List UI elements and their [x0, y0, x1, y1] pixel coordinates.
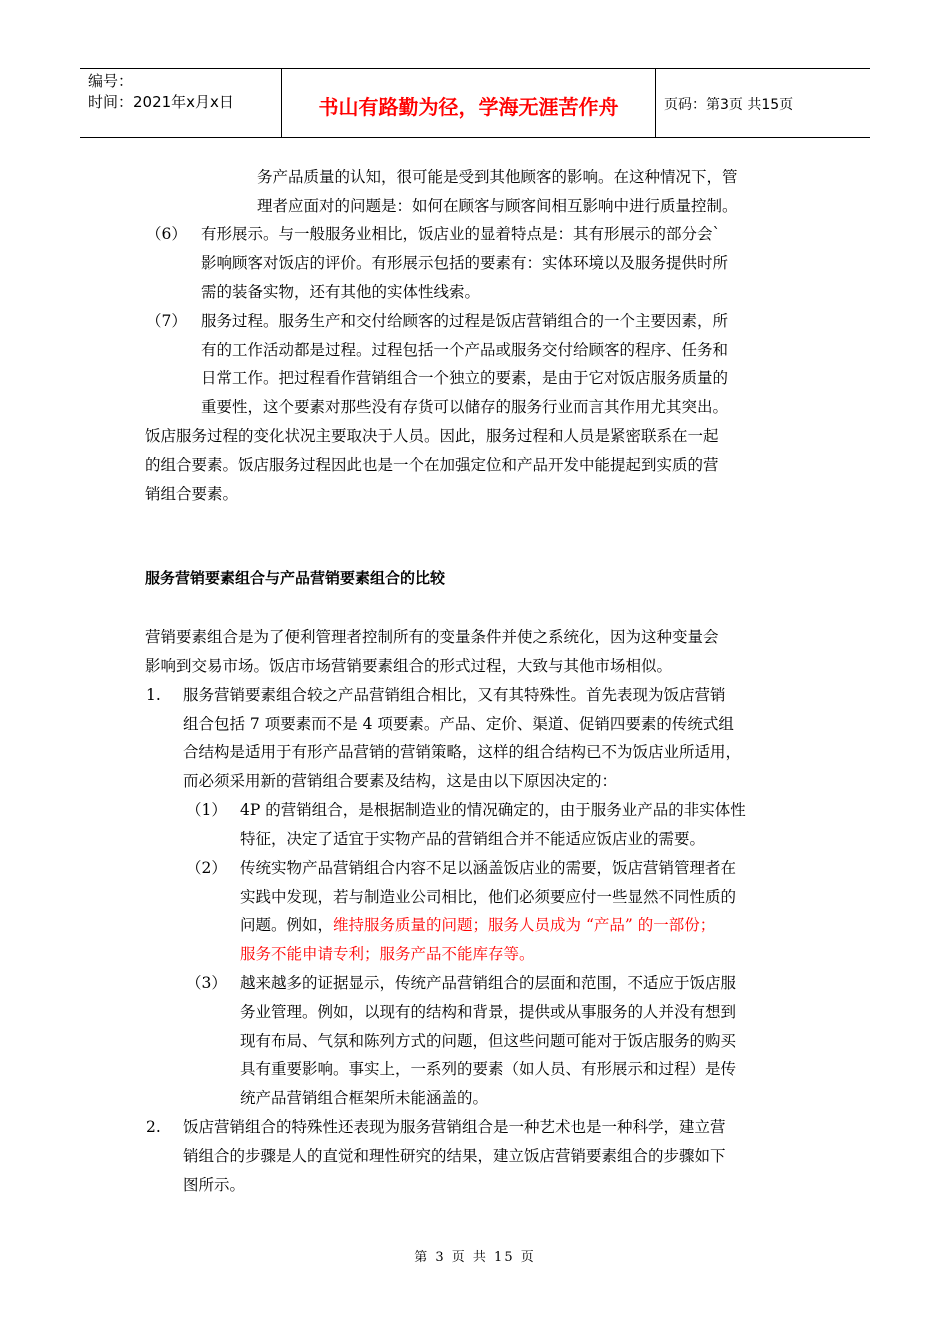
page-header [80, 68, 870, 138]
text-line: 4P 的营销组合，是根据制造业的情况确定的，由于服务业产品的非实体性 [240, 801, 746, 819]
text-line: 饭店营销组合的特殊性还表现为服务营销组合是一种艺术也是一种科学，建立营 [183, 1118, 726, 1136]
text-line: 的组合要素。饭店服务过程因此也是一个在加强定位和产品开发中能提起到实质的营 [145, 456, 719, 474]
text-line: 有的工作活动都是过程。过程包括一个产品或服务交付给顾客的程序、任务和 [201, 341, 729, 359]
text-line: 图所示。 [183, 1176, 246, 1194]
page-footer: 第 3 页 共 15 页 [414, 1250, 536, 1265]
highlighted-text: 维持服务质量的问题；服务人员成为 “产品” 的一部份； [333, 916, 716, 934]
text-line: 传统实物产品营销组合内容不足以涵盖饭店业的需要，饭店营销管理者在 [240, 859, 737, 877]
text-line: 需的装备实物，还有其他的实体性线索。 [201, 283, 481, 301]
text-line: 务产品质量的认知，很可能是受到其他顾客的影响。在这种情况下，管 [257, 168, 738, 186]
header-motto: 书山有路勤为径，学海无涯苦作舟 [282, 69, 656, 137]
text-line: 影响到交易市场。饭店市场营销要素组合的形式过程，大致与其他市场相似。 [145, 657, 673, 675]
text-line: 越来越多的证据显示，传统产品营销组合的层面和范围，不适应于饭店服 [240, 974, 737, 992]
list-number: 1. [146, 686, 161, 704]
highlighted-text: 服务不能申请专利；服务产品不能库存等。 [240, 945, 535, 963]
item-number: （6） [146, 225, 187, 243]
header-meta [80, 69, 282, 137]
text-line: 重要性，这个要素对那些没有存货可以储存的服务行业而言其作用尤其突出。 [201, 398, 729, 416]
section-heading: 服务营销要素组合与产品营销要素组合的比较 [145, 569, 446, 587]
item-number: （3） [186, 974, 227, 992]
text-line: 统产品营销组合框架所未能涵盖的。 [240, 1089, 489, 1107]
text-line: 实践中发现，若与制造业公司相比，他们必须要应付一些显然不同性质的 [240, 888, 737, 906]
text-line: 影响顾客对饭店的评价。有形展示包括的要素有：实体环境以及服务提供时所 [201, 254, 729, 272]
text-line: 现有布局、气氛和陈列方式的问题，但这些问题可能对于饭店服务的购买 [240, 1032, 737, 1050]
text-line: 组合包括 7 项要素而不是 4 项要素。产品、定价、渠道、促销四要素的传统式组 [183, 715, 734, 733]
document-time: 时间：2021年x月x日 [88, 93, 234, 111]
text-line: 服务过程。服务生产和交付给顾客的过程是饭店营销组合的一个主要因素，所 [201, 312, 729, 330]
item-number: （7） [146, 312, 187, 330]
text-line: 服务营销要素组合较之产品营销组合相比，又有其特殊性。首先表现为饭店营销 [183, 686, 726, 704]
text-line: 合结构是适用于有形产品营销的营销策略，这样的组合结构已不为饭店业所适用， [183, 743, 742, 761]
text-line: 日常工作。把过程看作营销组合一个独立的要素，是由于它对饭店服务质量的 [201, 369, 729, 387]
header-page-code: 页码：第3页 共15页 [664, 97, 794, 113]
text-line: 具有重要影响。事实上，一系列的要素（如人员、有形展示和过程）是传 [240, 1060, 737, 1078]
document-number-label: 编号： [88, 72, 134, 90]
list-number: 2. [146, 1118, 161, 1136]
text-line [240, 914, 715, 936]
text-line: 特征，决定了适宜于实物产品的营销组合并不能适应饭店业的需要。 [240, 830, 706, 848]
item-number: （2） [186, 859, 227, 877]
text-line: 理者应面对的问题是：如何在顾客与顾客间相互影响中进行质量控制。 [257, 197, 738, 215]
text-line: 饭店服务过程的变化状况主要取决于人员。因此，服务过程和人员是紧密联系在一起 [145, 427, 719, 445]
text-line: 而必须采用新的营销组合要素及结构，这是由以下原因决定的： [183, 772, 618, 790]
text-span: 问题。例如， [240, 916, 334, 934]
text-line: 营销要素组合是为了便利管理者控制所有的变量条件并使之系统化，因为这种变量会 [145, 628, 719, 646]
item-number: （1） [186, 801, 227, 819]
text-line: 务业管理。例如，以现有的结构和背景，提供或从事服务的人并没有想到 [240, 1003, 737, 1021]
text-line: 有形展示。与一般服务业相比，饭店业的显着特点是：其有形展示的部分会` [201, 225, 721, 243]
text-line: 销组合的步骤是人的直觉和理性研究的结果，建立饭店营销要素组合的步骤如下 [183, 1147, 726, 1165]
text-line: 销组合要素。 [145, 485, 239, 503]
